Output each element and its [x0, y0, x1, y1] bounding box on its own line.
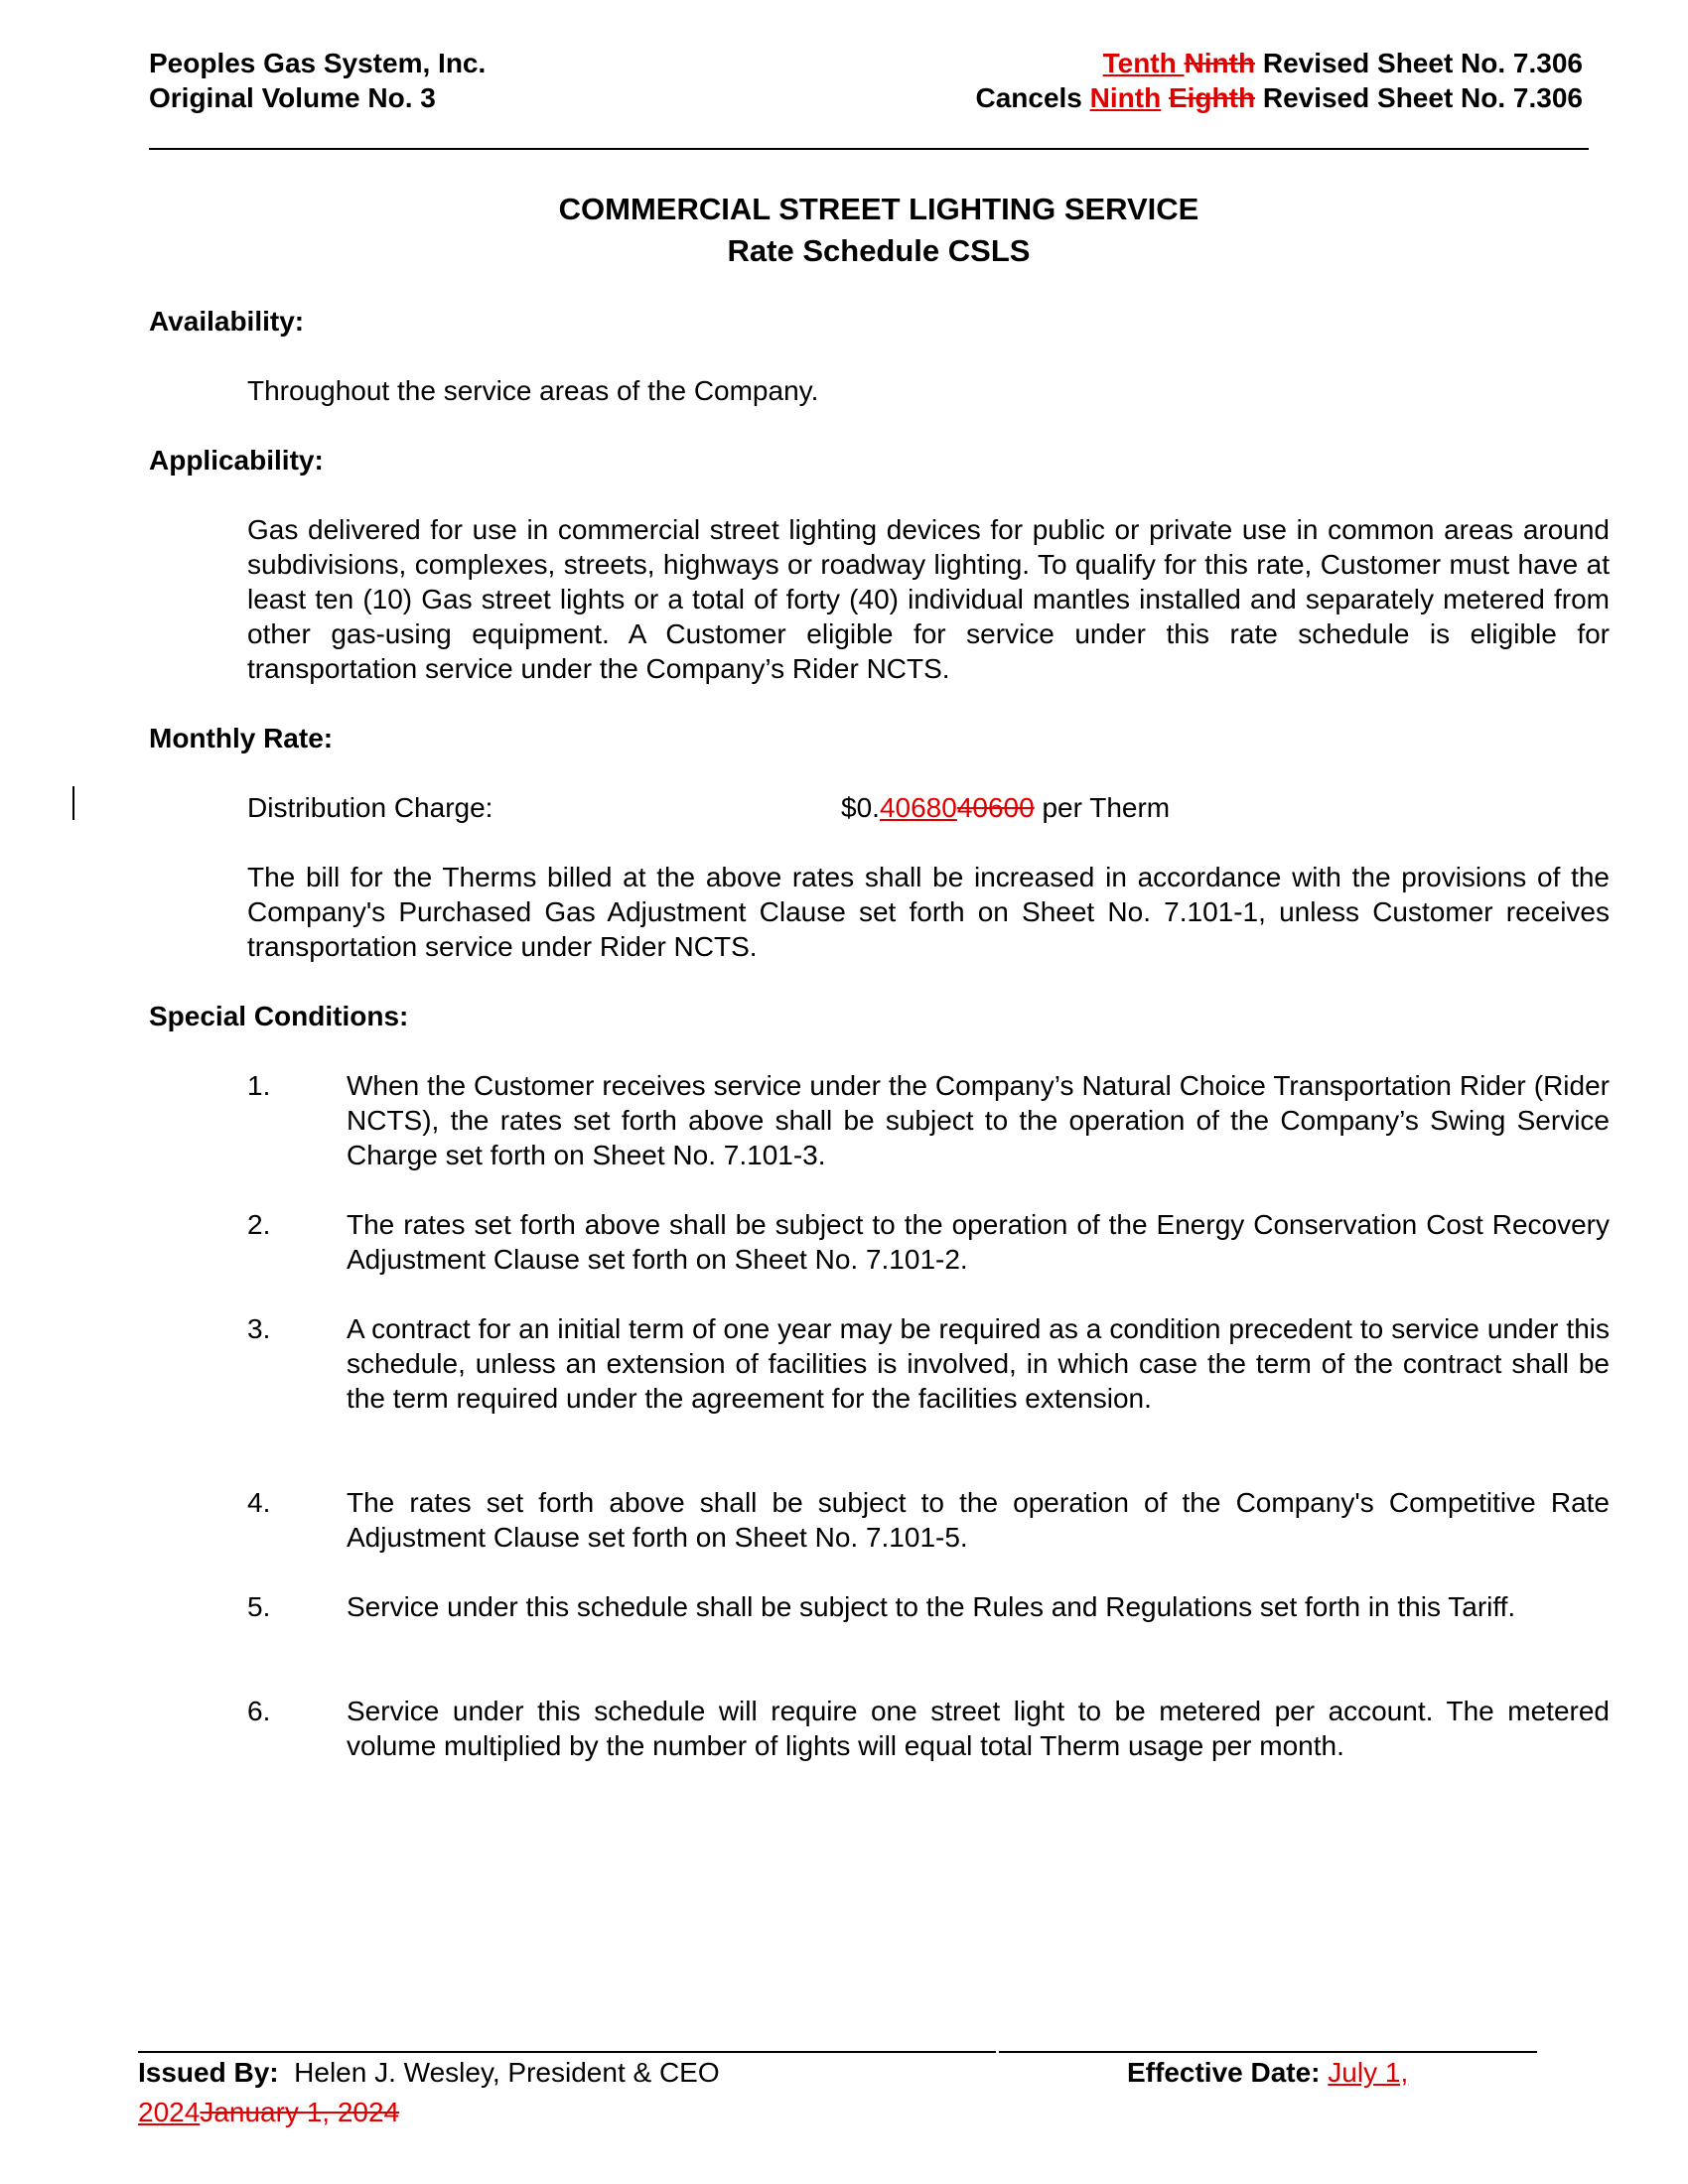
condition-text: The rates set forth above shall be subject to the operation of the Company's Competitive Rate Adjustment Clause set forth on Sheet No. 7.101-5. [347, 1487, 1610, 1553]
cancels-space [1161, 82, 1169, 113]
header-right [794, 46, 1583, 115]
header-left [149, 46, 745, 115]
condition-number: 5. [247, 1591, 271, 1622]
distribution-charge-label: Distribution Charge: [247, 792, 493, 823]
condition-number: 1. [247, 1070, 271, 1101]
effective-year-inserted: 2024 [138, 2097, 201, 2127]
effective-date-deleted: January 1, 2024 [200, 2097, 400, 2127]
rate-unit: per Therm [1034, 792, 1171, 823]
volume-number: Original Volume No. 3 [149, 82, 436, 113]
page-title [149, 189, 1609, 272]
sheet-rest: Revised Sheet No. 7.306 [1255, 48, 1583, 78]
applicability-text: Gas delivered for use in commercial street lighting devices for public or private use in common areas around subdivisions, complexes, streets, highways or roadway lighting. To qualify for this rate, Customer must have at least ten (10) Gas street lights or a total of forty (40) individual mantles installed and separately metered from other gas-using equipment. A Customer eligible for service under this rate schedule is eligible for transportation service under the Company’s Rider NCTS. [247, 514, 1610, 684]
sheet-deleted: Ninth [1184, 48, 1256, 78]
effective-date-label: Effective Date: [1127, 2057, 1329, 2088]
cancels-prefix: Cancels [975, 82, 1090, 113]
footer-divider-left [138, 2051, 996, 2053]
change-bar [72, 786, 74, 820]
applicability-heading: Applicability: [149, 445, 324, 476]
effective-date [1127, 2055, 1408, 2090]
title-line-2: Rate Schedule CSLS [727, 233, 1031, 268]
company-name: Peoples Gas System, Inc. [149, 48, 487, 78]
header-divider [149, 148, 1589, 150]
special-conditions-heading: Special Conditions: [149, 1001, 409, 1031]
cancels-rest: Revised Sheet No. 7.306 [1255, 82, 1583, 113]
availability-heading: Availability: [149, 306, 305, 337]
monthly-rate-heading: Monthly Rate: [149, 723, 334, 753]
rate-deleted: 40600 [956, 792, 1035, 823]
pga-note: The bill for the Therms billed at the above rates shall be increased in accordance with the provisions of the Company's Purchased Gas Adjustment Clause set forth on Sheet No. 7.101-1, unless Customer receives transportation service under Rider NCTS. [247, 862, 1610, 962]
condition-text: The rates set forth above shall be subject to the operation of the Energy Conservation Cost Recovery Adjustment Clause set forth on Sheet No. 7.101-2. [347, 1209, 1610, 1275]
condition-text: Service under this schedule shall be subject to the Rules and Regulations set forth in this Tariff. [347, 1591, 1516, 1622]
condition-number: 3. [247, 1313, 271, 1344]
issued-by-value: Helen J. Wesley, President & CEO [278, 2057, 720, 2088]
sheet-inserted: Tenth [1102, 48, 1185, 78]
condition-text: Service under this schedule will require one street light to be metered per account. The metered volume multiplied by the number of lights will equal total Therm usage per month. [347, 1696, 1610, 1761]
distribution-charge-value [841, 790, 1170, 825]
condition-text: A contract for an initial term of one year may be required as a condition precedent to service under this schedule, unless an extension of facilities is involved, in which case the term of the contract shall be the term required under the agreement for the facilities extension. [347, 1313, 1610, 1414]
sheet-number [794, 46, 1583, 80]
effective-date-continued [138, 2095, 399, 2129]
rate-prefix: $0. [841, 792, 880, 823]
cancels-deleted: Eighth [1168, 82, 1256, 113]
issued-by [138, 2055, 720, 2090]
issued-by-label: Issued By: [138, 2057, 279, 2088]
cancels-inserted: Ninth [1089, 82, 1162, 113]
condition-number: 4. [247, 1487, 271, 1518]
rate-inserted: 40680 [879, 792, 957, 823]
condition-number: 6. [247, 1696, 271, 1726]
availability-text: Throughout the service areas of the Company. [247, 375, 819, 406]
condition-text: When the Customer receives service under the Company’s Natural Choice Transportation Rider (Rider NCTS), the rates set forth above shall be subject to the operation of the Company’s Swing Service Charge set forth on Sheet No. 7.101-3. [347, 1070, 1610, 1170]
cancels-sheet [794, 80, 1583, 115]
condition-number: 2. [247, 1209, 271, 1240]
title-line-1: COMMERCIAL STREET LIGHTING SERVICE [558, 192, 1199, 226]
effective-date-inserted: July 1, [1328, 2057, 1409, 2088]
footer-divider-right [999, 2051, 1537, 2053]
